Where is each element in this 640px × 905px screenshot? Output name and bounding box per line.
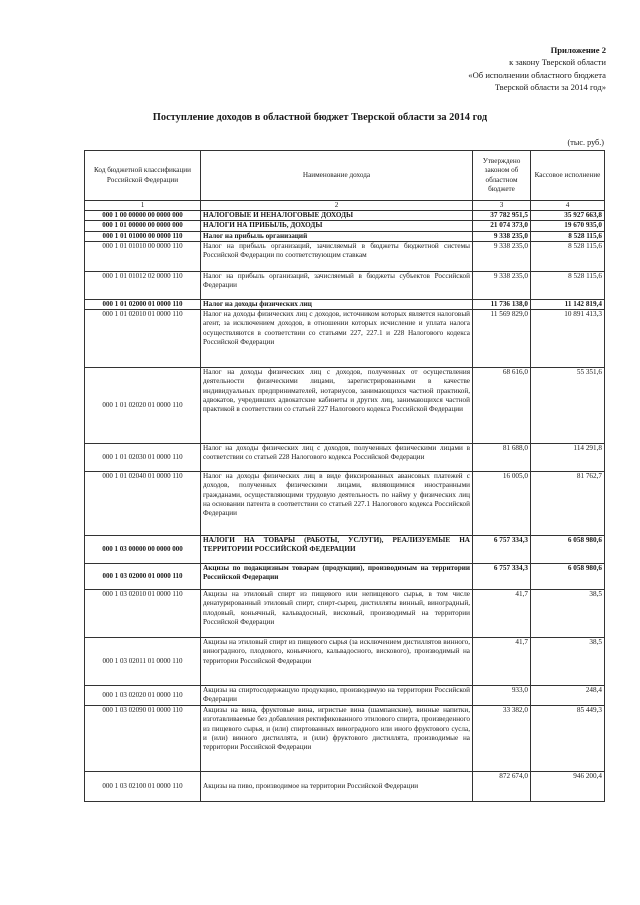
row-executed: 10 891 413,3 — [531, 310, 605, 368]
income-table — [84, 150, 605, 802]
row-name: Акцизы на пиво, производимое на территории Российской Федерации — [201, 772, 473, 802]
row-name: Налог на прибыль организаций, зачисляемый в бюджеты субъектов Российской Федерации — [201, 271, 473, 299]
row-code: 000 1 03 02010 01 0000 110 — [85, 590, 201, 638]
row-code: 000 1 03 02011 01 0000 110 — [85, 638, 201, 686]
row-approved: 872 674,0 — [473, 772, 531, 802]
row-name: НАЛОГОВЫЕ И НЕНАЛОГОВЫЕ ДОХОДЫ — [201, 211, 473, 221]
row-name: Налог на доходы физических лиц — [201, 299, 473, 309]
column-number: 1 — [85, 201, 201, 211]
row-name: НАЛОГИ НА ПРИБЫЛЬ, ДОХОДЫ — [201, 221, 473, 231]
header-approved: Утверждено законом об областном бюджете — [473, 151, 531, 201]
row-name: Налог на доходы физических лиц с доходов, полученных физическими лицами в соответствии со статьей 228 Налогового кодекса Российской Федерации — [201, 444, 473, 472]
table-header-row — [85, 151, 605, 201]
table-row — [85, 536, 605, 564]
row-executed: 8 528 115,6 — [531, 231, 605, 241]
table-row — [85, 241, 605, 271]
table-row — [85, 368, 605, 444]
row-code: 000 1 01 02030 01 0000 110 — [85, 444, 201, 472]
row-code: 000 1 01 00000 00 0000 000 — [85, 221, 201, 231]
row-approved: 11 736 138,0 — [473, 299, 531, 309]
row-approved: 81 688,0 — [473, 444, 531, 472]
table-row — [85, 221, 605, 231]
table-row — [85, 706, 605, 772]
table-row — [85, 299, 605, 309]
row-code: 000 1 01 02000 01 0000 110 — [85, 299, 201, 309]
row-approved: 16 005,0 — [473, 472, 531, 536]
column-number: 3 — [473, 201, 531, 211]
row-executed: 114 291,8 — [531, 444, 605, 472]
table-row — [85, 638, 605, 686]
row-code: 000 1 03 02020 01 0000 110 — [85, 686, 201, 706]
row-code: 000 1 03 02000 01 0000 110 — [85, 564, 201, 590]
table-row — [85, 444, 605, 472]
appendix-line-1: Приложение 2 — [550, 45, 606, 55]
row-code: 000 1 01 02040 01 0000 110 — [85, 472, 201, 536]
row-approved: 21 074 373,0 — [473, 221, 531, 231]
table-row — [85, 772, 605, 802]
header-executed: Кассовое исполнение — [531, 151, 605, 201]
row-approved: 933,0 — [473, 686, 531, 706]
row-executed: 946 200,4 — [531, 772, 605, 802]
table-row — [85, 686, 605, 706]
header-name: Наименование дохода — [201, 151, 473, 201]
row-approved: 41,7 — [473, 590, 531, 638]
row-code: 000 1 01 01012 02 0000 110 — [85, 271, 201, 299]
row-approved: 6 757 334,3 — [473, 536, 531, 564]
table-row — [85, 472, 605, 536]
row-approved: 33 382,0 — [473, 706, 531, 772]
row-executed: 8 528 115,6 — [531, 241, 605, 271]
row-executed: 19 670 935,0 — [531, 221, 605, 231]
row-executed: 81 762,7 — [531, 472, 605, 536]
row-code: 000 1 01 02010 01 0000 110 — [85, 310, 201, 368]
row-name: Акцизы на этиловый спирт из пищевого сырья (за исключением дистиллятов винного, виноградного, плодового, коньячного, кальвадосного, вискового), производимый на территории Российской Федерации — [201, 638, 473, 686]
row-name: Налог на доходы физических лиц в виде фиксированных авансовых платежей с доходов, полученных физическими лицами, являющимися иностранными гражданами, осуществляющими трудовую деятельность по найму у физических лиц на основании патента в соответствии со статьей 227.1 Налогового кодекса Российской Федерации — [201, 472, 473, 536]
row-name: Налог на прибыль организаций, зачисляемый в бюджеты бюджетной системы Российской Федерации по соответствующим ставкам — [201, 241, 473, 271]
appendix-header — [468, 44, 606, 94]
row-executed: 11 142 819,4 — [531, 299, 605, 309]
row-executed: 55 351,6 — [531, 368, 605, 444]
row-executed: 6 058 980,6 — [531, 564, 605, 590]
column-numbers-row — [85, 201, 605, 211]
table-row — [85, 564, 605, 590]
column-number: 2 — [201, 201, 473, 211]
row-approved: 68 616,0 — [473, 368, 531, 444]
row-name: Акцизы на вина, фруктовые вина, игристые вина (шампанские), винные напитки, изготавливаемые без добавления ректификованного этилового спирта, произведенного из пищевого сырья, и (или) спиртованных виноградного или иного фруктового сусла, и (или) винного дистиллята, и (или) фруктового дистиллята, производимые на территории Российской Федерации — [201, 706, 473, 772]
unit-label: (тыс. руб.) — [567, 138, 604, 147]
row-code: 000 1 00 00000 00 0000 000 — [85, 211, 201, 221]
column-number: 4 — [531, 201, 605, 211]
table-row — [85, 271, 605, 299]
table-row — [85, 590, 605, 638]
row-code: 000 1 03 02090 01 0000 110 — [85, 706, 201, 772]
appendix-line-3: «Об исполнении областного бюджета — [468, 69, 606, 80]
row-name: Акцизы по подакцизным товарам (продукции), производимым на территории Российской Федерации — [201, 564, 473, 590]
row-executed: 38,5 — [531, 590, 605, 638]
document-title: Поступление доходов в областной бюджет Тверской области за 2014 год — [152, 112, 488, 123]
row-executed: 6 058 980,6 — [531, 536, 605, 564]
table-row — [85, 231, 605, 241]
row-approved: 9 338 235,0 — [473, 271, 531, 299]
row-name: Акцизы на спиртосодержащую продукцию, производимую на территории Российской Федерации — [201, 686, 473, 706]
row-executed: 85 449,3 — [531, 706, 605, 772]
table-row — [85, 211, 605, 221]
row-name: Налог на прибыль организаций — [201, 231, 473, 241]
row-executed: 248,4 — [531, 686, 605, 706]
row-name: Налог на доходы физических лиц с доходов, полученных от осуществления деятельности физическими лицами, зарегистрированными в качестве индивидуальных предпринимателей, нотариусов, занимающихся частной практикой, адвокатов, учредивших адвокатские кабинеты и других лиц, занимающихся частной практикой в соответствии со статьей 227 Налогового кодекса Российской Федерации — [201, 368, 473, 444]
row-code: 000 1 03 00000 00 0000 000 — [85, 536, 201, 564]
row-approved: 6 757 334,3 — [473, 564, 531, 590]
appendix-line-2: к закону Тверской области — [509, 57, 606, 68]
table-row — [85, 310, 605, 368]
row-executed: 35 927 663,8 — [531, 211, 605, 221]
row-code: 000 1 01 01000 00 0000 110 — [85, 231, 201, 241]
row-approved: 41,7 — [473, 638, 531, 686]
row-approved: 9 338 235,0 — [473, 231, 531, 241]
row-name: НАЛОГИ НА ТОВАРЫ (РАБОТЫ, УСЛУГИ), РЕАЛИЗУЕМЫЕ НА ТЕРРИТОРИИ РОССИЙСКОЙ ФЕДЕРАЦИИ — [201, 536, 473, 564]
row-approved: 9 338 235,0 — [473, 241, 531, 271]
header-code: Код бюджетной классификации Российской Федерации — [85, 151, 201, 201]
row-executed: 8 528 115,6 — [531, 271, 605, 299]
row-approved: 11 569 829,0 — [473, 310, 531, 368]
row-approved: 37 782 951,5 — [473, 211, 531, 221]
appendix-line-4: Тверской области за 2014 год» — [494, 82, 606, 93]
row-code: 000 1 01 02020 01 0000 110 — [85, 368, 201, 444]
row-name: Акцизы на этиловый спирт из пищевого или непищевого сырья, в том числе денатурированный этиловый спирт, спирт-сырец, дистилляты винный, виноградный, плодовый, коньячный, кальвадосный, висковый, производимый на территории Российской Федерации — [201, 590, 473, 638]
row-executed: 38,5 — [531, 638, 605, 686]
row-code: 000 1 03 02100 01 0000 110 — [85, 772, 201, 802]
row-code: 000 1 01 01010 00 0000 110 — [85, 241, 201, 271]
row-name: Налог на доходы физических лиц с доходов, источником которых является налоговый агент, за исключением доходов, в отношении которых исчисление и уплата налога осуществляются в соответствии со статьями 227, 227.1 и 228 Налогового кодекса Российской Федерации — [201, 310, 473, 368]
